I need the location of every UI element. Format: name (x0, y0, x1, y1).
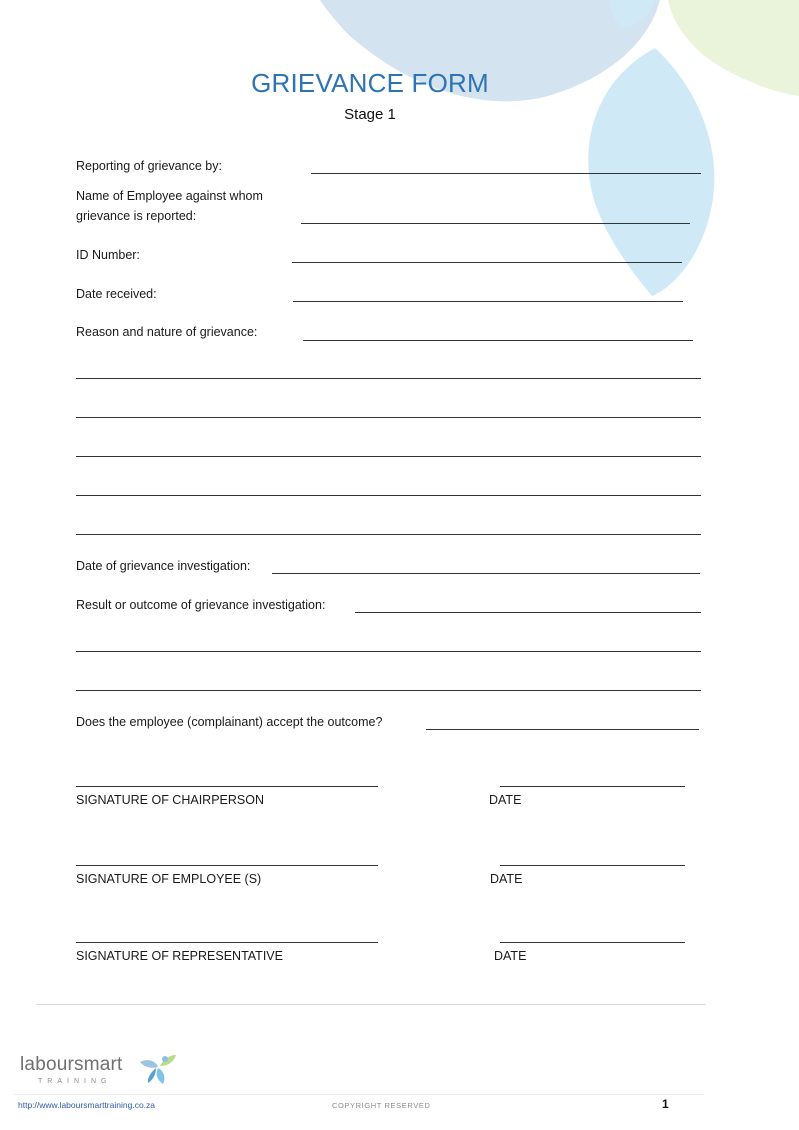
employee-label-line2: grievance is reported: (76, 209, 197, 223)
form-stage: Stage 1 (344, 106, 396, 123)
chairperson-date-label: DATE (489, 793, 522, 807)
logo-tagline: TRAINING (38, 1078, 112, 1085)
date-received-line[interactable] (293, 301, 683, 302)
employee-signature-label: SIGNATURE OF EMPLOYEE (S) (76, 872, 262, 886)
chairperson-signature-line[interactable] (76, 786, 378, 787)
website-link[interactable]: http://www.laboursmarttraining.co.za (18, 1100, 156, 1110)
page-number: 1 (662, 1097, 669, 1111)
id-number-label: ID Number: (76, 248, 140, 262)
reason-continuation-line[interactable] (76, 378, 701, 379)
investigation-result-continuation-line[interactable] (76, 651, 701, 652)
reason-continuation-line[interactable] (76, 534, 701, 535)
form-title: GRIEVANCE FORM (251, 68, 489, 98)
employee-date-line[interactable] (500, 865, 685, 866)
copyright-text: COPYRIGHT RESERVED (332, 1101, 431, 1110)
reporting-line[interactable] (311, 173, 701, 174)
reason-continuation-line[interactable] (76, 495, 701, 496)
content-divider (36, 1004, 706, 1005)
logo-petal-icon (138, 1052, 180, 1086)
chairperson-date-line[interactable] (500, 786, 685, 787)
reason-label: Reason and nature of grievance: (76, 325, 258, 339)
investigation-result-label: Result or outcome of grievance investigation: (76, 598, 326, 612)
investigation-date-label: Date of grievance investigation: (76, 559, 251, 573)
reason-continuation-line[interactable] (76, 456, 701, 457)
accept-outcome-line[interactable] (426, 729, 699, 730)
id-number-line[interactable] (292, 262, 682, 263)
date-received-label: Date received: (76, 287, 157, 301)
logo-wordmark: laboursmart (20, 1054, 123, 1075)
employee-label-line1: Name of Employee against whom (76, 189, 263, 203)
investigation-date-line[interactable] (272, 573, 700, 574)
footer-divider (14, 1094, 704, 1095)
employee-line[interactable] (301, 223, 690, 224)
employee-date-label: DATE (490, 872, 523, 886)
representative-date-label: DATE (494, 949, 527, 963)
representative-date-line[interactable] (500, 942, 685, 943)
accept-outcome-label: Does the employee (complainant) accept the outcome? (76, 715, 383, 729)
reason-line[interactable] (303, 340, 693, 341)
employee-signature-line[interactable] (76, 865, 378, 866)
representative-signature-line[interactable] (76, 942, 378, 943)
investigation-result-continuation-line[interactable] (76, 690, 701, 691)
representative-signature-label: SIGNATURE OF REPRESENTATIVE (76, 949, 283, 963)
investigation-result-line[interactable] (355, 612, 701, 613)
chairperson-signature-label: SIGNATURE OF CHAIRPERSON (76, 793, 264, 807)
company-logo (20, 1052, 180, 1092)
reporting-label: Reporting of grievance by: (76, 159, 222, 173)
reason-continuation-line[interactable] (76, 417, 701, 418)
